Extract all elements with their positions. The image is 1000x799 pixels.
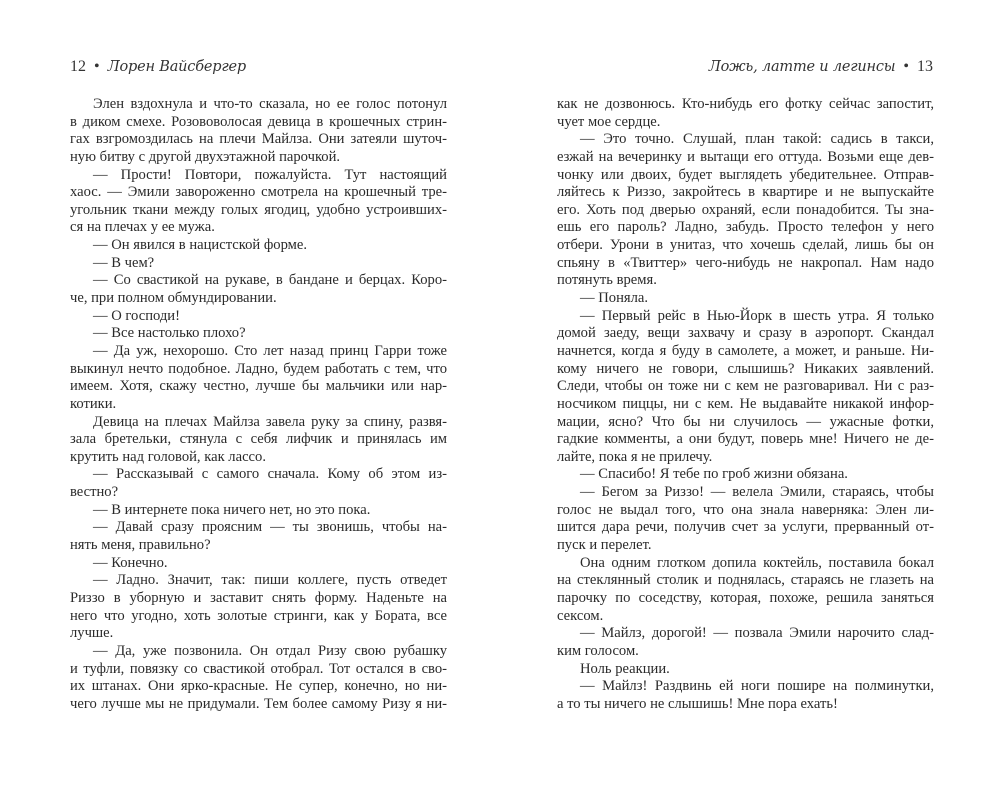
text-line: ким голосом. bbox=[557, 642, 639, 659]
paragraph bbox=[557, 290, 934, 308]
text-line: — Рассказывай с самого сначала. Кому об этом из- bbox=[93, 466, 447, 483]
text-line: чонку или двоих, будет выглядеть убедительнее. Отправ- bbox=[557, 166, 934, 183]
paragraph bbox=[557, 96, 934, 131]
paragraph bbox=[70, 237, 447, 255]
text-line: парочку по соседству, которая, похоже, решила заняться bbox=[557, 589, 934, 606]
text-line: — Он явился в нацистской форме. bbox=[93, 237, 308, 254]
text-line: — Да уж, нехорошо. Сто лет назад принц Гарри тоже bbox=[93, 342, 447, 359]
text-line: кому ничего не говори, слышишь? Никаких заявлений. bbox=[557, 360, 934, 377]
text-line: гах взгромоздилась на плечи Майлза. Они затеяли шуточ- bbox=[70, 131, 447, 148]
text-line: — Все настолько плохо? bbox=[93, 325, 246, 342]
paragraph bbox=[70, 572, 447, 643]
text-line: его. Хоть под дверью охраняй, если понадобится. Ты зна- bbox=[557, 201, 934, 218]
text-line: ся на плечах у ее мужа. bbox=[70, 219, 215, 236]
text-line: а то ты ничего не слышишь! Мне пора ехать! bbox=[557, 695, 838, 712]
paragraph bbox=[70, 167, 447, 238]
text-line: Следи, чтобы он тоже ни с кем не разговаривал. Ни с раз- bbox=[557, 378, 934, 395]
text-line: хаос. — Эмили завороженно смотрела на крошечный тре- bbox=[70, 184, 447, 201]
text-line: нять меня, правильно? bbox=[70, 537, 211, 554]
text-line: — Бегом за Риззо! — велела Эмили, стараясь, чтобы bbox=[580, 484, 934, 501]
book-title: Ложь, латте и легинсы bbox=[708, 59, 896, 75]
text-line: — Прости! Повтори, пожалуйста. Тут настоящий bbox=[93, 166, 447, 183]
text-line: чего лучше мы не придумали. Тем более самому Ризу я ни- bbox=[70, 695, 447, 712]
text-line: — Конечно. bbox=[93, 554, 168, 571]
text-line: угольник ткани между голых ягодиц, удобно устроивших- bbox=[70, 201, 447, 218]
text-line: домой заеду, вещи захвачу и сразу в аэропорт. Скандал bbox=[557, 325, 934, 342]
text-line: имеем. Хотя, скажу честно, лучше бы мальчики или нар- bbox=[70, 378, 447, 395]
text-line: ную битву с другой двухэтажной парочкой. bbox=[70, 148, 341, 165]
text-line: спьяну в «Твиттер» чего-нибудь не накропал. Нам надо bbox=[557, 254, 934, 271]
paragraph bbox=[557, 661, 934, 679]
text-line: гадкие комменты, а они будут, поверь мне! Ничего не де- bbox=[557, 431, 934, 448]
text-line: ляйтесь к Риззо, закройтесь в квартире и не выпускайте bbox=[557, 184, 934, 201]
text-line: — Это точно. Слушай, план такой: садись в такси, bbox=[580, 131, 934, 148]
text-line: — Майлз, дорогой! — позвала Эмили нарочито слад- bbox=[580, 625, 934, 642]
text-line: на стеклянный столик и поднялась, стараясь не глазеть на bbox=[557, 572, 934, 589]
text-line: чует мое сердце. bbox=[557, 113, 661, 130]
paragraph bbox=[70, 343, 447, 414]
bullet-separator: • bbox=[94, 58, 100, 75]
text-line: крутить над головой, как лассо. bbox=[70, 448, 266, 465]
body-text bbox=[557, 96, 934, 713]
text-line: Элен вздохнула и что-то сказала, но ее голос потонул bbox=[93, 96, 447, 112]
paragraph bbox=[70, 555, 447, 573]
text-line: вестно? bbox=[70, 484, 119, 501]
text-line: потянуть время. bbox=[557, 272, 657, 289]
running-head-right bbox=[709, 58, 933, 76]
text-line: голос не выдал того, что она знала наверняка: Элен ли- bbox=[557, 501, 934, 518]
text-line: — Да, уже позвонила. Он отдал Ризу свою рубашку bbox=[93, 642, 447, 659]
text-line: зала бретельки, стянула с себя лифчик и принялась им bbox=[70, 431, 447, 448]
paragraph bbox=[557, 555, 934, 626]
page-number: 13 bbox=[917, 58, 933, 75]
text-line: пуск и перелет. bbox=[557, 537, 652, 554]
text-line: как не дозвонюсь. Кто-нибудь его фотку сейчас запостит, bbox=[557, 96, 934, 112]
bullet-separator: • bbox=[903, 58, 909, 75]
text-line: Она одним глотком допила коктейль, поставила бокал bbox=[580, 554, 934, 571]
paragraph bbox=[557, 466, 934, 484]
text-line: выкинул нечто подобное. Ладно, будем работать с тем, что bbox=[70, 360, 447, 377]
text-line: — В интернете пока ничего нет, но это пока. bbox=[93, 501, 371, 518]
text-line: — Давай сразу проясним — ты звонишь, чтобы на- bbox=[93, 519, 447, 536]
text-line: и туфли, повязку со свастикой отобрал. Тот остался в сво- bbox=[70, 660, 447, 677]
text-line: — Поняла. bbox=[580, 290, 649, 307]
text-line: — Ладно. Значит, так: пиши коллеге, пусть отведет bbox=[93, 572, 447, 589]
text-line: — Спасибо! Я тебе по гроб жизни обязана. bbox=[580, 466, 848, 483]
text-line: котики. bbox=[70, 395, 117, 412]
text-line: их штанах. Они ярко-красные. Не супер, конечно, но ни- bbox=[70, 678, 447, 695]
text-line: носчиком пиццы, ни с кем. Не выдавайте никакой инфор- bbox=[557, 395, 934, 412]
paragraph bbox=[557, 678, 934, 713]
text-line: — Со свастикой на рукаве, в бандане и берцах. Коро- bbox=[93, 272, 447, 289]
body-text bbox=[70, 96, 447, 713]
paragraph bbox=[557, 625, 934, 660]
paragraph bbox=[557, 131, 934, 290]
paragraph bbox=[70, 308, 447, 326]
text-line: мации, ясно? Что бы ни случилось — ужасные фотки, bbox=[557, 413, 934, 430]
paragraph bbox=[557, 308, 934, 467]
right-page bbox=[500, 0, 1000, 799]
page-number: 12 bbox=[70, 58, 86, 75]
paragraph bbox=[70, 414, 447, 467]
paragraph bbox=[70, 466, 447, 501]
paragraph bbox=[70, 272, 447, 307]
text-line: Риззо в уборную и заставит снять форму. Наденьте на bbox=[70, 589, 447, 606]
text-line: ешь его пароль? Ладно, забудь. Просто телефон у него bbox=[557, 219, 934, 236]
text-line: че, при полном обмундировании. bbox=[70, 290, 277, 307]
paragraph bbox=[70, 643, 447, 714]
paragraph bbox=[557, 484, 934, 555]
text-line: — О господи! bbox=[93, 307, 180, 324]
text-line: Девица на плечах Майлза завела руку за спину, развя- bbox=[93, 413, 447, 430]
paragraph bbox=[70, 502, 447, 520]
paragraph bbox=[70, 255, 447, 273]
text-line: него что угодно, хоть золотые стринги, как у Бората, все bbox=[70, 607, 447, 624]
paragraph bbox=[70, 96, 447, 167]
text-line: езжай на вечеринку и вытащи его оттуда. Возьми еще дев- bbox=[557, 148, 934, 165]
running-head-left bbox=[70, 58, 246, 76]
author-name: Лорен Вайсбергер bbox=[107, 59, 246, 75]
text-line: в диком смехе. Розововолосая девица в крошечных стрин- bbox=[70, 113, 447, 130]
text-line: лайте, пока я не прилечу. bbox=[557, 448, 713, 465]
text-line: сексом. bbox=[557, 607, 604, 624]
text-line: начнется, когда я буду в самолете, а может, и раньше. Ни- bbox=[557, 342, 934, 359]
text-line: — Майлз! Раздвинь ей ноги пошире на полминутки, bbox=[580, 678, 934, 695]
text-line: лучше. bbox=[70, 625, 114, 642]
paragraph bbox=[70, 325, 447, 343]
text-line: отбери. Урони в унитаз, что хочешь сделай, лишь бы он bbox=[557, 237, 934, 254]
text-line: Ноль реакции. bbox=[580, 660, 670, 677]
text-line: — Первый рейс в Нью-Йорк в шесть утра. Я только bbox=[580, 307, 934, 324]
paragraph bbox=[70, 519, 447, 554]
text-line: — В чем? bbox=[93, 254, 155, 271]
text-line: шится дара речи, получив счет за услуги, прерванный от- bbox=[557, 519, 934, 536]
